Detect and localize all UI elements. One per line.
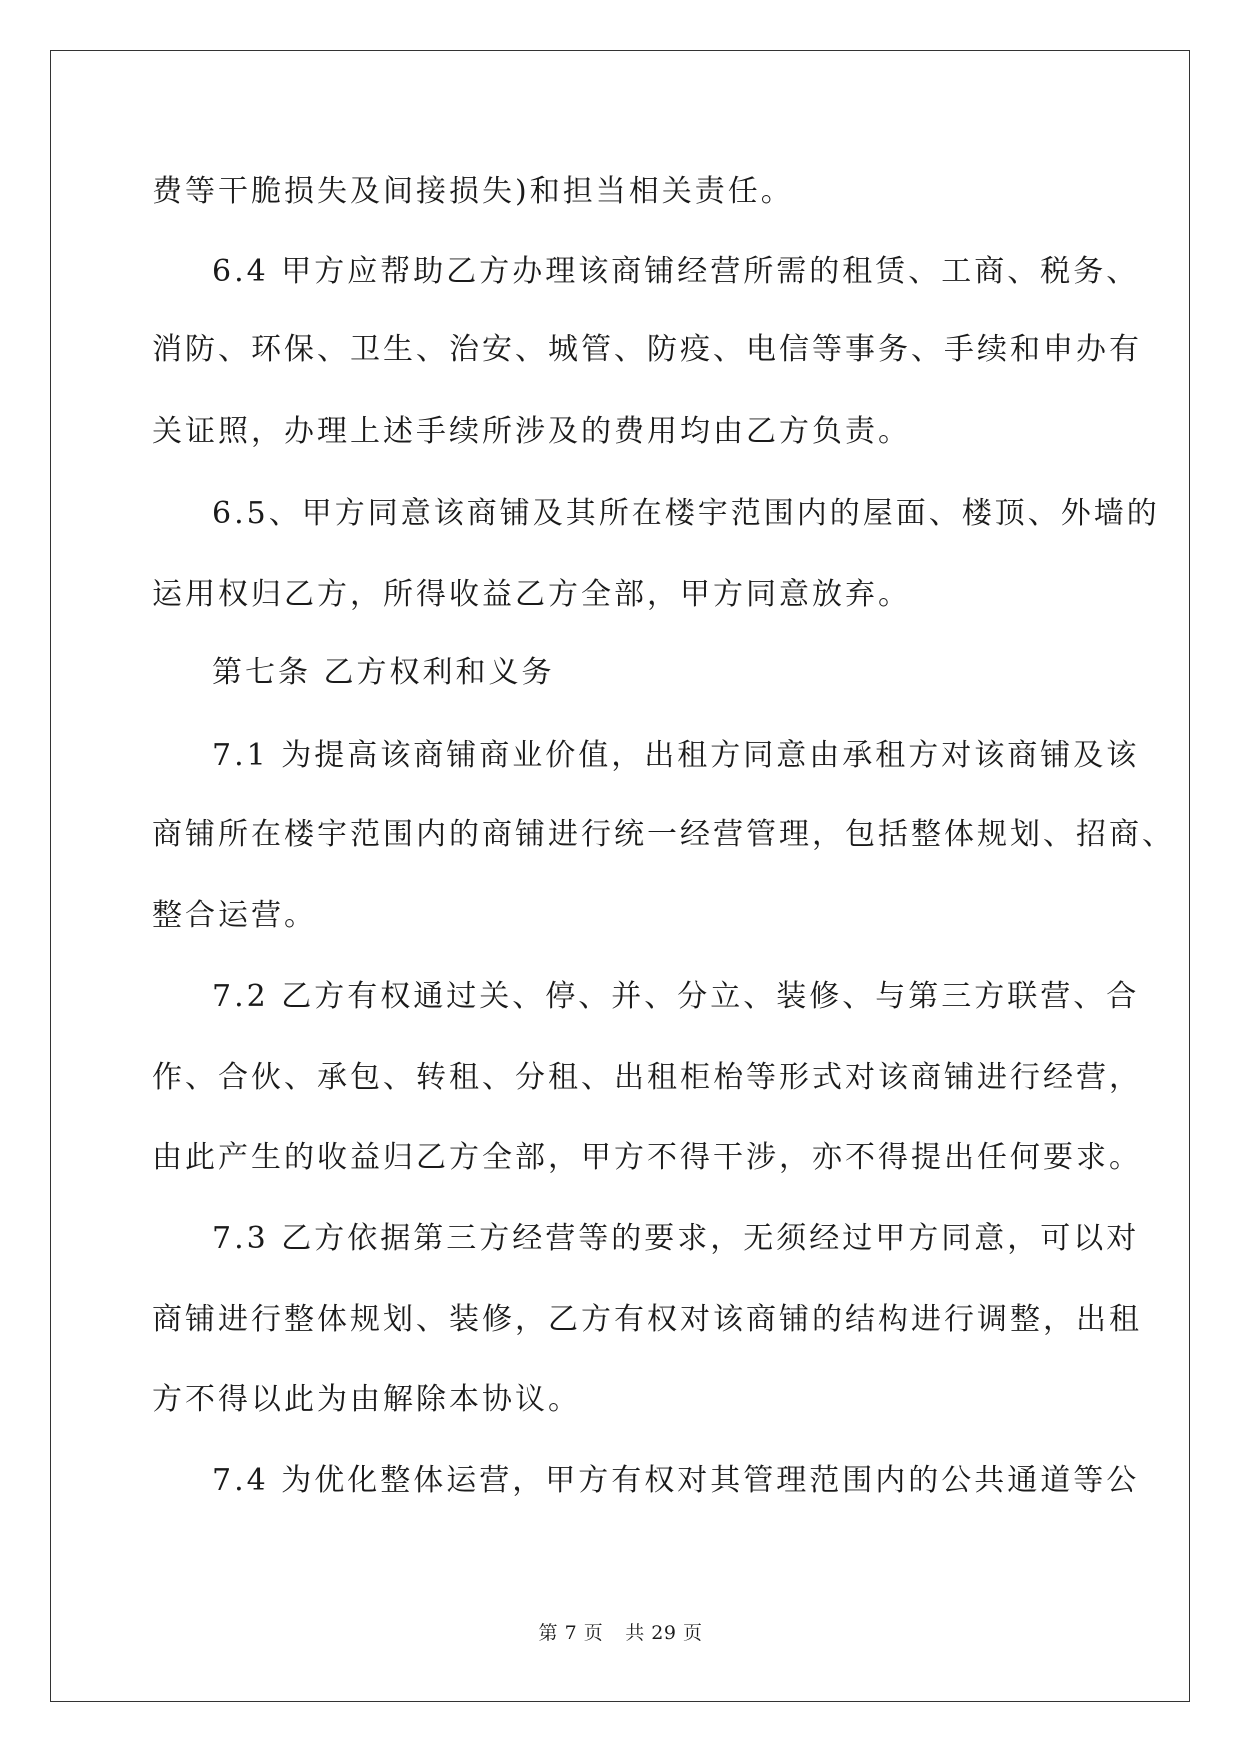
- body-line: 商铺进行整体规划、装修，乙方有权对该商铺的结构进行调整，出租: [152, 1302, 1142, 1337]
- body-line: 作、合伙、承包、转租、分租、出租柜枱等形式对该商铺进行经营，: [152, 1060, 1142, 1095]
- body-line: 费等干脆损失及间接损失)和担当相关责任。: [152, 174, 794, 209]
- section-heading: 第七条 乙方权利和义务: [212, 655, 555, 690]
- body-line: 7.2 乙方有权通过关、停、并、分立、装修、与第三方联营、合: [212, 979, 1140, 1014]
- body-line: 6.4 甲方应帮助乙方办理该商铺经营所需的租赁、工商、税务、: [212, 254, 1140, 289]
- body-line: 6.5、甲方同意该商铺及其所在楼宇范围内的屋面、楼顶、外墙的: [212, 496, 1160, 531]
- page-footer: [0, 1620, 1241, 1646]
- body-line: 由此产生的收益归乙方全部，甲方不得干涉，亦不得提出任何要求。: [152, 1140, 1142, 1175]
- body-line: 7.3 乙方依据第三方经营等的要求，无须经过甲方同意，可以对: [212, 1221, 1140, 1256]
- body-line: 运用权归乙方，所得收益乙方全部，甲方同意放弃。: [152, 577, 911, 612]
- body-line: 7.1 为提高该商铺商业价值，出租方同意由承租方对该商铺及该: [212, 738, 1140, 773]
- body-line: 商铺所在楼宇范围内的商铺进行统一经营管理，包括整体规划、招商、: [152, 817, 1175, 852]
- body-line: 整合运营。: [152, 898, 317, 933]
- body-line: 消防、环保、卫生、治安、城管、防疫、电信等事务、手续和申办有: [152, 332, 1142, 367]
- body-line: 7.4 为优化整体运营，甲方有权对其管理范围内的公共通道等公: [212, 1463, 1140, 1498]
- page-number: 第 7 页: [538, 1622, 604, 1644]
- body-line: 方不得以此为由解除本协议。: [152, 1382, 581, 1417]
- body-line: 关证照，办理上述手续所涉及的费用均由乙方负责。: [152, 414, 911, 449]
- page-total: 共 29 页: [625, 1622, 703, 1644]
- page-border: [50, 50, 1190, 1702]
